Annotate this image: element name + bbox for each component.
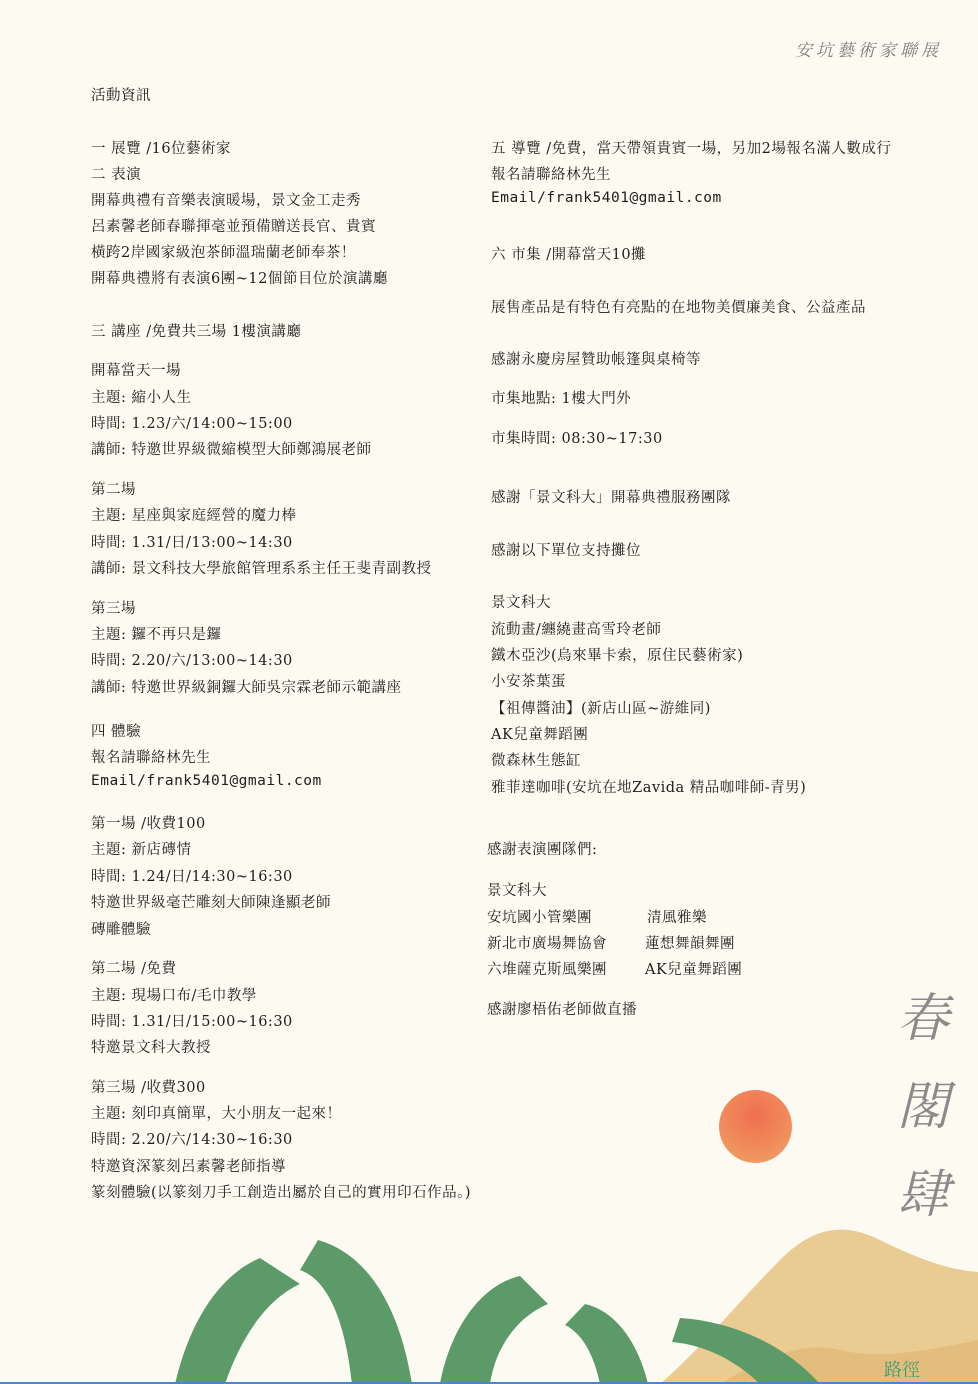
text-line: 第三場 /收費300 <box>91 1080 206 1096</box>
text-line: 時間: 1.23/六/14:00~15:00 <box>91 416 293 432</box>
text-line: 流動畫/纏繞畫高雪玲老師 <box>491 622 662 638</box>
text-line: 感謝表演團隊們: <box>487 842 598 858</box>
text-line: 六堆薩克斯風樂團 <box>487 962 607 978</box>
text-line: 鐵木亞沙(烏來畢卡索，原住民藝術家) <box>491 648 744 664</box>
performance-heading: 二 表演 <box>91 167 142 183</box>
text-line: 主題: 鑼不再只是鑼 <box>91 627 222 643</box>
text-line: 主題: 新店磚情 <box>91 842 192 858</box>
text-line: 第一場 /收費100 <box>91 816 206 832</box>
text-line: 開幕典禮有音樂表演暖場，景文金工走秀 <box>91 193 361 209</box>
text-line: 呂素馨老師春聯揮毫並預備贈送長官、貴賓 <box>91 219 376 235</box>
text-line: 特邀景文科大教授 <box>91 1040 211 1056</box>
text-line: 感謝「景文科大」開幕典禮服務團隊 <box>491 490 731 506</box>
text-line: 時間: 1.24/日/14:30~16:30 <box>91 869 293 885</box>
text-line: 主題: 現場口布/毛巾教學 <box>91 988 257 1004</box>
text-line: 感謝永慶房屋贊助帳篷與桌椅等 <box>491 352 701 368</box>
market-heading: 六 市集 /開幕當天10攤 <box>491 247 647 263</box>
lecture-heading: 三 講座 /免費共三場 1樓演講廳 <box>91 324 302 340</box>
text-line: 主題: 星座與家庭經營的魔力棒 <box>91 508 297 524</box>
text-line: 小安茶葉蛋 <box>491 674 566 690</box>
text-line: 特邀世界級毫芒雕刻大師陳逢顯老師 <box>91 895 331 911</box>
text-line: 橫跨2岸國家級泡茶師溫瑞蘭老師奉茶！ <box>91 245 356 261</box>
text-line: 磚雕體驗 <box>91 922 151 938</box>
text-line: 時間: 1.31/日/15:00~16:30 <box>91 1014 293 1030</box>
text-line: 市集地點: 1樓大門外 <box>491 391 632 407</box>
text-line: 講師: 特邀世界級微縮模型大師鄭鴻展老師 <box>91 442 372 458</box>
text-line: 報名請聯絡林先生 <box>491 167 611 183</box>
text-line: 時間: 2.20/六/13:00~14:30 <box>91 653 293 669</box>
side-calligraphy-title: 春閣肆 <box>896 989 949 1225</box>
text-line: 感謝廖梧佑老師做直播 <box>487 1002 637 1018</box>
bottom-tag-text: 路徑 <box>884 1360 920 1381</box>
text-line: 主題: 刻印真簡單，大小朋友一起來！ <box>91 1106 342 1122</box>
email-text: Email/frank5401@gmail.com <box>491 190 722 206</box>
text-line: 景文科大 <box>487 883 547 899</box>
brand-title: 安坑藝術家聯展 <box>795 41 942 61</box>
text-line: 蓮想舞韻舞團 <box>645 936 735 952</box>
exhibition-heading: 一 展覽 /16位藝術家 <box>91 141 232 157</box>
text-line: 市集時間: 08:30~17:30 <box>491 431 663 447</box>
text-line: 安坑國小管樂團 <box>487 910 592 926</box>
text-line: 報名請聯絡林先生 <box>91 750 211 766</box>
green-stripe-shape <box>175 1258 300 1384</box>
text-line: 第三場 <box>91 601 136 617</box>
text-line: 【祖傳醬油】(新店山區~游維同) <box>491 701 711 717</box>
email-text: Email/frank5401@gmail.com <box>91 773 322 789</box>
text-line: 開幕典禮將有表演6團~12個節目位於演講廳 <box>91 271 388 287</box>
decorative-landscape <box>0 1200 978 1384</box>
text-line: 第二場 /免費 <box>91 961 177 977</box>
text-line: AK兒童舞蹈團 <box>645 962 743 978</box>
text-line: 展售產品是有特色有亮點的在地物美價廉美食、公益產品 <box>491 300 866 316</box>
text-line: 時間: 2.20/六/14:30~16:30 <box>91 1132 293 1148</box>
text-line: 篆刻體驗(以篆刻刀手工創造出屬於自己的實用印石作品。) <box>91 1185 472 1201</box>
text-line: 講師: 景文科技大學旅館管理系系主任王斐青副教授 <box>91 561 432 577</box>
text-line: 清風雅樂 <box>647 910 707 926</box>
green-stripe-shape <box>565 1304 648 1384</box>
text-line: AK兒童舞蹈團 <box>491 727 589 743</box>
text-line: 時間: 1.31/日/13:00~14:30 <box>91 535 293 551</box>
text-line: 新北市廣場舞協會 <box>487 936 607 952</box>
text-line: 特邀資深篆刻呂素馨老師指導 <box>91 1159 286 1175</box>
section-heading: 活動資訊 <box>91 88 151 104</box>
text-line: 第二場 <box>91 482 136 498</box>
tour-heading: 五 導覽 /免費，當天帶領貴賓一場，另加2場報名滿人數成行 <box>491 141 892 157</box>
green-stripe-shape <box>440 1276 548 1384</box>
text-line: 感謝以下單位支持攤位 <box>491 543 641 559</box>
experience-heading: 四 體驗 <box>91 724 142 740</box>
green-stripe-shape <box>300 1240 412 1384</box>
text-line: 景文科大 <box>491 595 551 611</box>
text-line: 雅菲達咖啡(安坑在地Zavida 精品咖啡師-青男) <box>491 780 807 796</box>
text-line: 主題: 縮小人生 <box>91 390 192 406</box>
text-line: 微森林生態缸 <box>491 753 581 769</box>
sun-circle <box>719 1090 792 1163</box>
text-line: 講師: 特邀世界級銅鑼大師吳宗霖老師示範講座 <box>91 680 402 696</box>
text-line: 開幕當天一場 <box>91 363 181 379</box>
